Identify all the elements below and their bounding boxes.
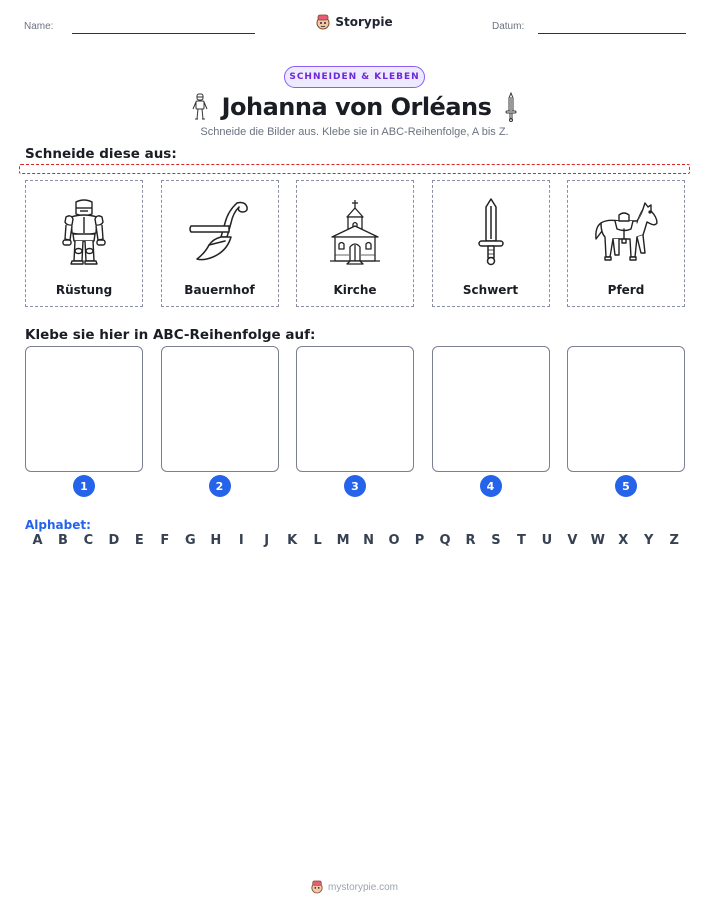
slot-number-badge: 5	[615, 475, 637, 497]
cut-line	[19, 164, 690, 174]
dagger-icon	[505, 92, 517, 122]
date-line[interactable]	[538, 33, 686, 34]
paste-slot[interactable]	[25, 346, 143, 472]
brand-logo	[0, 14, 709, 30]
alphabet-letter: H	[210, 533, 222, 548]
paste-slot[interactable]	[161, 346, 279, 472]
alphabet-heading: Alphabet:	[25, 518, 91, 532]
cut-card[interactable]	[296, 180, 414, 307]
slot-number-badge: 2	[209, 475, 231, 497]
slot-number-badge: 3	[344, 475, 366, 497]
alphabet-letter: S	[491, 533, 501, 548]
paste-slot-column	[161, 346, 279, 506]
card-label: Bauernhof	[184, 283, 255, 297]
alphabet-letter: W	[590, 533, 605, 548]
card-label: Pferd	[607, 283, 645, 297]
slot-number-badge: 4	[480, 475, 502, 497]
cut-card[interactable]	[161, 180, 279, 307]
alphabet-letter: I	[238, 533, 244, 548]
paste-slot[interactable]	[567, 346, 685, 472]
title-row	[0, 92, 709, 122]
cut-cards	[25, 180, 685, 307]
card-label: Schwert	[462, 283, 519, 297]
alphabet-letter: Q	[439, 533, 451, 548]
cut-card[interactable]	[25, 180, 143, 307]
alphabet-letter: N	[363, 533, 375, 548]
footer-url[interactable]: mystorypie.com	[327, 881, 398, 893]
paste-slot-column	[296, 346, 414, 506]
church-icon	[297, 191, 413, 273]
card-label: Kirche	[333, 283, 377, 297]
name-label: Name:	[24, 21, 54, 32]
paste-slots	[25, 346, 685, 506]
slot-number-badge: 1	[73, 475, 95, 497]
cut-card[interactable]	[432, 180, 550, 307]
activity-badge: SCHNEIDEN & KLEBEN	[284, 66, 425, 88]
page-title: Johanna von Orléans	[221, 93, 492, 121]
alphabet-letter: C	[83, 533, 94, 548]
footer	[0, 880, 709, 894]
paste-slot-column	[567, 346, 685, 506]
date-label: Datum:	[492, 21, 525, 32]
brand-name: Storypie	[335, 15, 393, 29]
instructions: Schneide die Bilder aus. Klebe sie in ABC-Reihenfolge, A bis Z.	[200, 126, 509, 138]
alphabet-letter: B	[58, 533, 68, 548]
alphabet-letter: X	[618, 533, 629, 548]
horse-icon	[568, 191, 684, 273]
alphabet-letter: G	[184, 533, 196, 548]
plow-icon	[162, 191, 278, 273]
alphabet-letter: V	[567, 533, 578, 548]
alphabet-letter: P	[414, 533, 425, 548]
alphabet-letter: U	[541, 533, 553, 548]
alphabet-letter: O	[388, 533, 400, 548]
knight-icon	[192, 93, 208, 121]
alphabet-row	[25, 533, 687, 548]
alphabet-letter: Z	[669, 533, 679, 548]
card-label: Rüstung	[55, 283, 113, 297]
storypie-mascot-icon	[311, 880, 323, 894]
storypie-mascot-icon	[316, 14, 330, 30]
alphabet-letter: T	[516, 533, 526, 548]
alphabet-letter: D	[108, 533, 120, 548]
cut-card[interactable]	[567, 180, 685, 307]
paste-heading: Klebe sie hier in ABC-Reihenfolge auf:	[25, 327, 316, 343]
paste-slot-column	[432, 346, 550, 506]
alphabet-letter: L	[313, 533, 322, 548]
alphabet-letter: A	[32, 533, 43, 548]
paste-slot-column	[25, 346, 143, 506]
alphabet-letter: R	[465, 533, 476, 548]
alphabet-letter: J	[264, 533, 270, 548]
armor-icon	[26, 191, 142, 273]
paste-slot[interactable]	[296, 346, 414, 472]
name-line[interactable]	[72, 33, 255, 34]
alphabet-letter: M	[336, 533, 350, 548]
alphabet-letter: K	[287, 533, 298, 548]
cut-heading: Schneide diese aus:	[25, 146, 177, 162]
alphabet-letter: F	[160, 533, 170, 548]
alphabet-letter: E	[134, 533, 144, 548]
alphabet-letter: Y	[644, 533, 654, 548]
sword-icon	[433, 191, 549, 273]
paste-slot[interactable]	[432, 346, 550, 472]
